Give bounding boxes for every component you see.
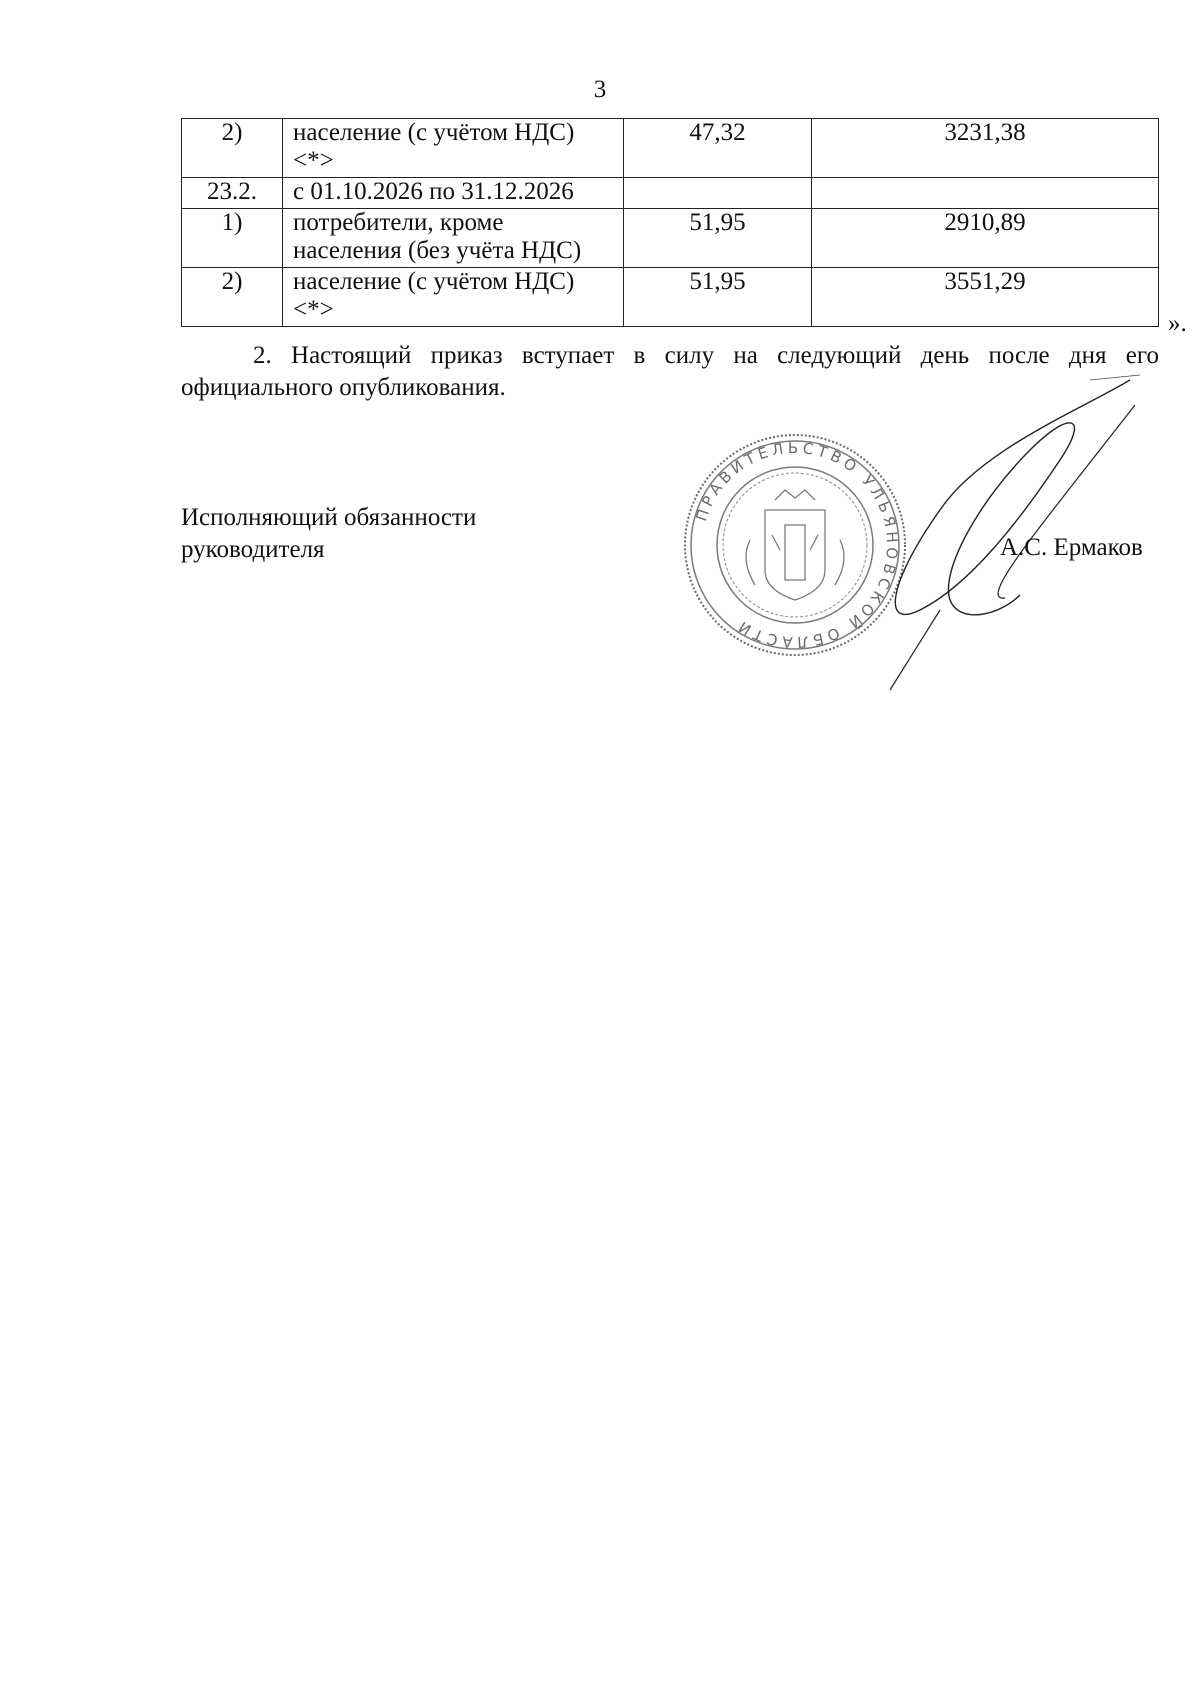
page-number: 3 (593, 76, 607, 103)
effective-date-paragraph: 2. Настоящий приказ вступает в силу на следующий день после дня его официального опубликования. (181, 342, 1159, 401)
row-value-1 (624, 178, 812, 209)
row-value-2 (812, 178, 1159, 209)
row-value-1: 47,32 (624, 119, 812, 178)
row-value-2: 3551,29 (812, 268, 1159, 327)
table-row (182, 209, 1159, 268)
row-description-line: население (с учётом НДС) (293, 119, 575, 146)
signer-title-line: Исполняющий обязанности (181, 504, 477, 531)
table-row (182, 119, 1159, 178)
row-description-line: потребители, кроме (293, 209, 504, 236)
stamp-outer-text: ПРАВИТЕЛЬСТВО УЛЬЯНОВСКОЙ ОБЛАСТИ (692, 438, 902, 652)
tariff-table (181, 118, 1159, 327)
row-number: 2) (182, 119, 283, 178)
row-description (283, 209, 624, 268)
row-description (283, 119, 624, 178)
signer-title-line: руководителя (181, 536, 325, 563)
row-value-1: 51,95 (624, 268, 812, 327)
row-description-line: <*> (293, 296, 334, 323)
row-description (283, 268, 624, 327)
row-number: 1) (182, 209, 283, 268)
row-description-line: <*> (293, 147, 334, 174)
row-value-2: 3231,38 (812, 119, 1159, 178)
row-description-line: населения (без учёта НДС) (293, 237, 582, 264)
table-row (182, 268, 1159, 327)
row-value-1: 51,95 (624, 209, 812, 268)
row-description-line: население (с учётом НДС) (293, 268, 575, 295)
signer-title (181, 502, 476, 566)
row-number: 23.2. (182, 178, 283, 209)
row-number: 2) (182, 268, 283, 327)
row-value-2: 2910,89 (812, 209, 1159, 268)
table-row (182, 178, 1159, 209)
row-description (283, 178, 624, 209)
row-description-line: с 01.10.2026 по 31.12.2026 (293, 178, 574, 205)
signer-name: А.С. Ермаков (1000, 534, 1143, 561)
closing-quote: ». (1168, 310, 1187, 337)
